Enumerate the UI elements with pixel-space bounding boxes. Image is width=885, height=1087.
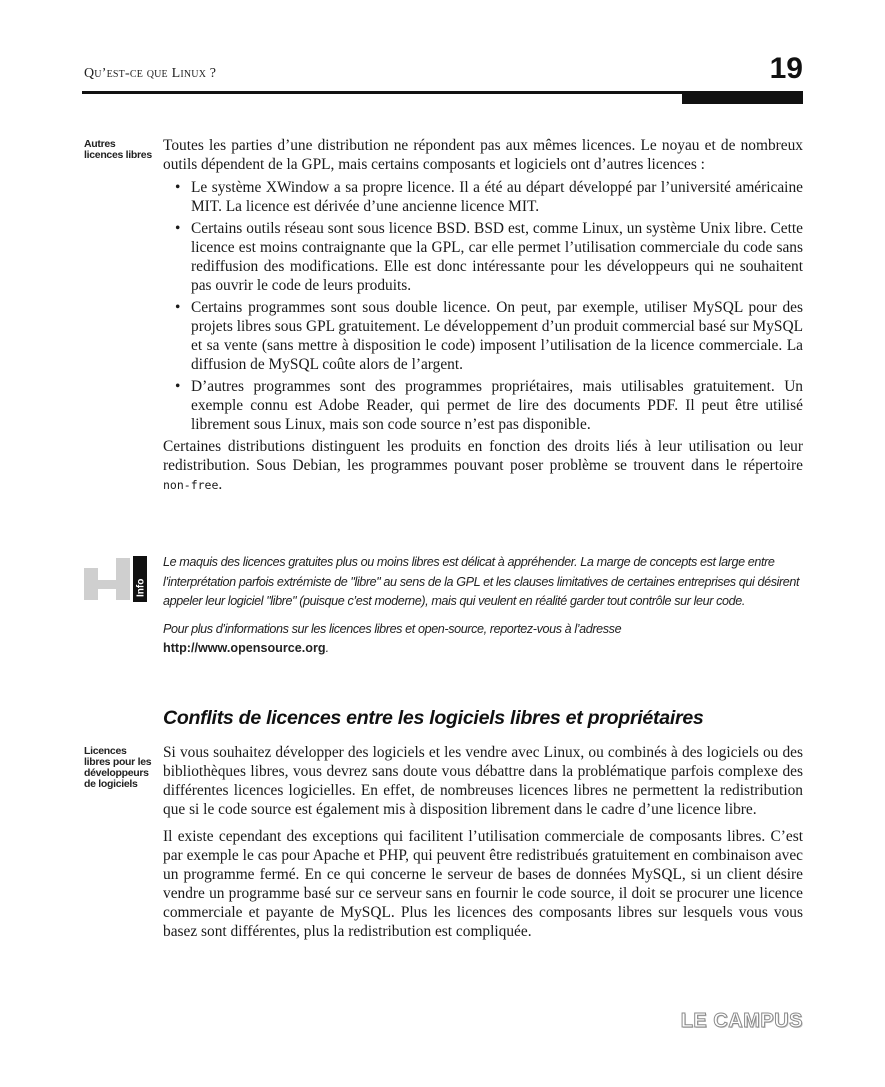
info-text: Pour plus d’informations sur les licences libres et open-source, reportez-vous à l’adresse bbox=[163, 621, 622, 636]
bullet-icon: • bbox=[175, 299, 181, 316]
bullet-icon: • bbox=[175, 220, 181, 237]
page-number: 19 bbox=[769, 52, 803, 85]
section1-intro: Toutes les parties d’une distribution ne répondent pas aux mêmes licences. Le noyau et de nombreux outils dépendent de la GPL, mais certains composants et logiciels ont d’autres licences : bbox=[163, 137, 803, 173]
list-item bbox=[175, 298, 803, 374]
info-icon bbox=[84, 556, 148, 602]
section1-body bbox=[163, 136, 803, 495]
outro-text: Certaines distributions distinguent les produits en fonction des droits liés à leur utilisation ou leur redistribution. Sous Debian, les programmes pouvant poser problème se trouvent dans le répertoire bbox=[163, 438, 803, 474]
section2-paragraph: Si vous souhaitez développer des logiciels et les vendre avec Linux, ou combinés à des logiciels ou des bibliothèques libres, vous devrez sans doute vous débattre dans la problématique parfois complexe des différentes licences logicielles. En effet, de nombreuses licences libres ne permettent la redistribution que si le code source est également mis à disposition librement dans le cadre d’une licence libre. bbox=[163, 744, 803, 818]
info-paragraph: Le maquis des licences gratuites plus ou moins libres est délicat à appréhender. La marge de concepts est large entre l’interprétation parfois extrémiste de "libre" au sens de la GPL et les clauses limitatives de certaines entreprises qui désirent appeler leur logiciel "libre" (puisque c’est moderne), mais qui veulent en réalité garder tout contrôle sur leur code. bbox=[163, 555, 800, 608]
bullet-text: Certains outils réseau sont sous licence BSD. BSD est, comme Linux, un système Unix libre. Cette licence est moins contraignante que la GPL, car elle permet l’utilisation commerciale du code sans rediffusion des modifications. Elle est donc intéressante pour les développeurs qui ne souhaitent pas ouvrir le code de leurs produits. bbox=[191, 220, 803, 294]
publisher-logo: LE CAMPUS bbox=[680, 1010, 803, 1032]
running-title: Qu’est-ce que Linux ? bbox=[84, 66, 217, 81]
bullet-icon: • bbox=[175, 378, 181, 395]
info-paragraph bbox=[163, 620, 803, 659]
bullet-icon: • bbox=[175, 179, 181, 196]
section2-paragraph: Il existe cependant des exceptions qui facilitent l’utilisation commerciale de composants libres. C’est par exemple le cas pour Apache et PHP, qui peuvent être redistribués gratuitement en combinaison avec un programme fermé. En ce qui concerne le serveur de bases de données MySQL, si un client désire vendre un programme basé sur ce serveur sans en fournir le code source, il doit se procurer une licence commerciale et payante de MySQL. Plus les licences des composants libres sur lesquels vous vous basez sont différentes, plus la redistribution est compliquée. bbox=[163, 828, 803, 940]
section2-body bbox=[163, 743, 803, 941]
margin-note-autres-licences: Autres licences libres bbox=[84, 138, 152, 161]
opensource-link[interactable]: http://www.opensource.org bbox=[163, 641, 326, 655]
bullet-text: D’autres programmes sont des programmes propriétaires, mais utilisables gratuitement. Un exemple connu est Adobe Reader, qui permet de lire des documents PDF. Il peut être utilisé librement sous Linux, mais son code source n’est pas disponible. bbox=[191, 378, 803, 433]
bullet-text: Certains programmes sont sous double licence. On peut, par exemple, utiliser MySQL pour des projets libres sous GPL gratuitement. Le développement d’un produit commercial basé sur MySQL et sa vente (sans mettre à disposition le code) imposent l’utilisation de la licence commerciale. La diffusion de MySQL coûte alors de l’argent. bbox=[191, 299, 803, 373]
outro-punctuation: . bbox=[218, 476, 223, 493]
list-item bbox=[175, 178, 803, 216]
license-bullet-list bbox=[175, 178, 803, 434]
info-box bbox=[163, 553, 803, 659]
list-item bbox=[175, 377, 803, 434]
section-heading: Conflits de licences entre les logiciels libres et propriétaires bbox=[163, 707, 704, 729]
list-item bbox=[175, 219, 803, 295]
section1-outro bbox=[163, 437, 803, 495]
header-tab-bar bbox=[682, 94, 803, 104]
info-icon-label: Info bbox=[135, 578, 147, 597]
directory-code: non-free bbox=[163, 478, 219, 492]
margin-note-licences-developpeurs: Licences libres pour les développeurs de logiciels bbox=[84, 745, 152, 790]
info-punctuation: . bbox=[325, 641, 329, 655]
bullet-text: Le système XWindow a sa propre licence. Il a été au départ développé par l’université américaine MIT. La licence est dérivée d’une ancienne licence MIT. bbox=[191, 179, 803, 215]
